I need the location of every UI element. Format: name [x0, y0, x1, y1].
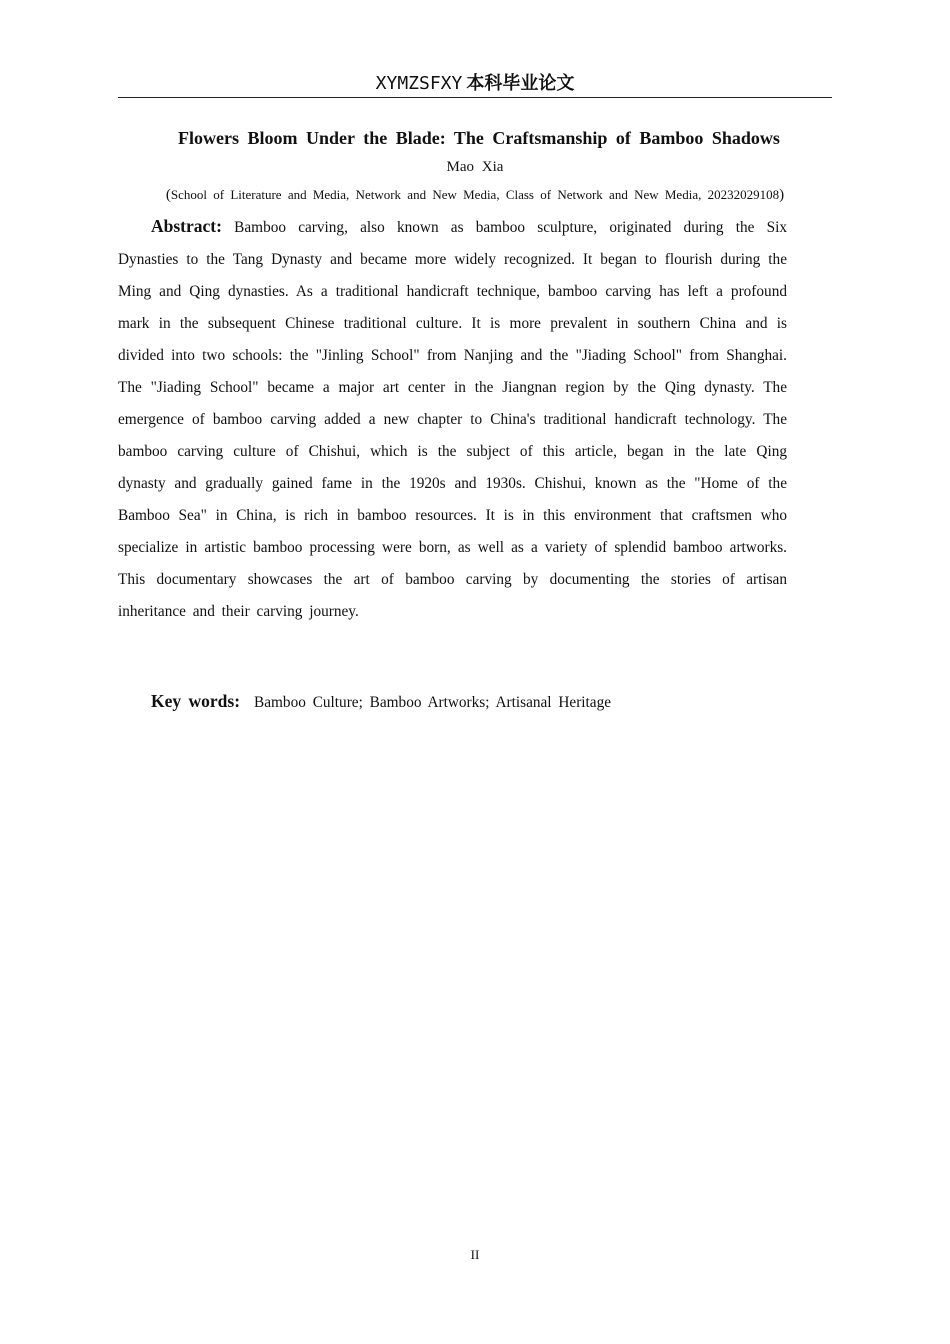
affiliation-open-paren: ( [165, 187, 171, 203]
affiliation-text: School of Literature and Media, Network and New Media, Class of Network and New Media, 20232029108 [170, 187, 780, 202]
abstract-label: Abstract: [151, 216, 222, 236]
keywords-label: Key words: [151, 691, 241, 711]
author-name: Mao Xia [446, 159, 504, 175]
author-affiliation [118, 187, 832, 204]
page-number: II [470, 1247, 480, 1262]
header-school-code: XYMZSFXY [375, 73, 463, 94]
page-header [118, 70, 832, 98]
paper-title: Flowers Bloom Under the Blade: The Craftsmanship of Bamboo Shadows [178, 128, 780, 148]
header-thesis-label: 本科毕业论文 [466, 73, 575, 94]
affiliation-close-paren: ) [779, 187, 785, 203]
abstract-paragraph [118, 210, 787, 628]
keywords-text: Bamboo Culture; Bamboo Artworks; Artisanal Heritage [254, 694, 612, 711]
keywords-line [151, 688, 611, 716]
abstract-text: Bamboo carving, also known as bamboo sculpture, originated during the Six Dynasties to the Tang Dynasty and became more widely recognized. It began to flourish during the Ming and Qing dynasties. As a traditional handicraft technique, bamboo carving has left a profound mark in the subsequent Chinese traditional culture. It is more prevalent in southern China and is divided into two schools: the "Jinling School" from Nanjing and the "Jiading School" from Shanghai. The "Jiading School" became a major art center in the Jiangnan region by the Qing dynasty. The emergence of bamboo carving added a new chapter to China's traditional handicraft technology. The bamboo carving culture of Chishui, which is the subject of this article, began in the late Qing dynasty and gradually gained fame in the 1920s and 1930s. Chishui, known as the "Home of the Bamboo Sea" in China, is rich in bamboo resources. It is in this environment that craftsmen who specialize in artistic bamboo processing were born, as well as a variety of splendid bamboo artworks. This documentary showcases the art of bamboo carving by documenting the stories of artisan inheritance and their carving journey. [118, 219, 787, 620]
